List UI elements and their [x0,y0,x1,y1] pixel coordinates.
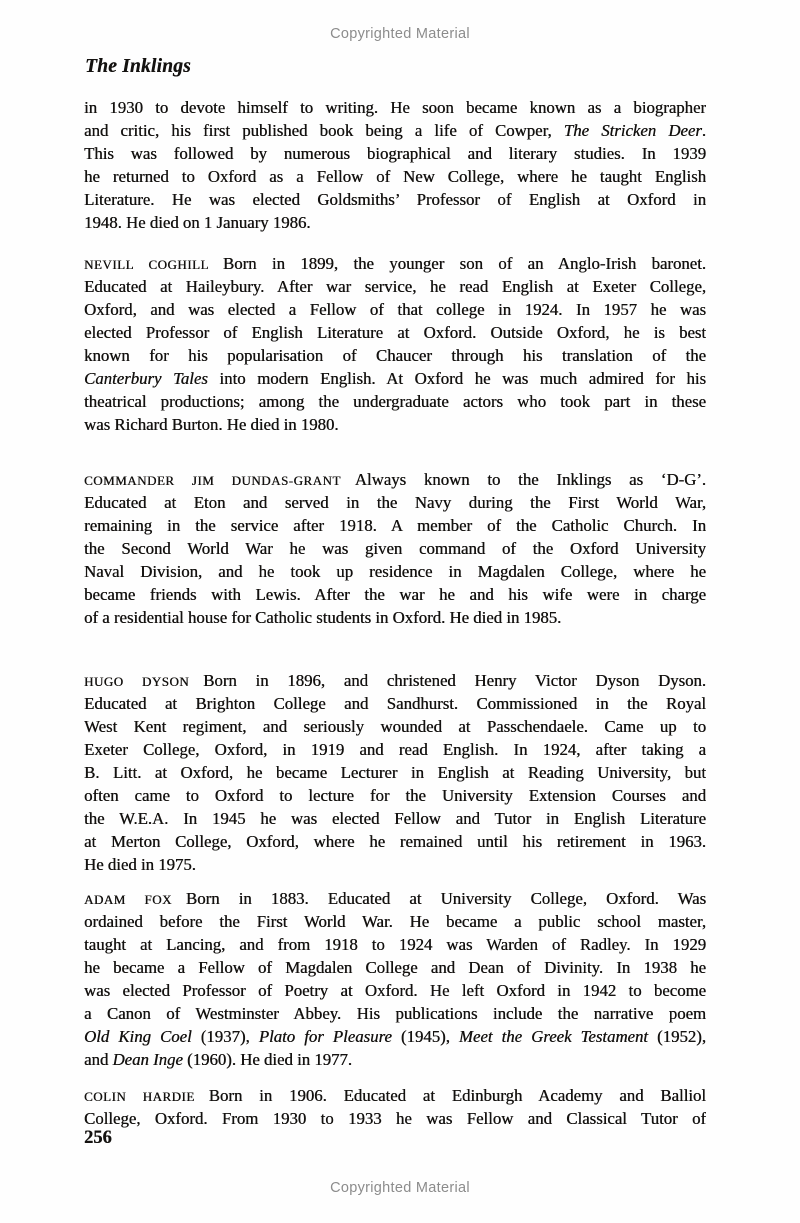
text-line [84,252,706,275]
text-line [84,321,706,344]
text-body [84,96,706,1130]
text-line [84,537,706,560]
paragraph [84,252,706,436]
text-line [84,979,706,1002]
text-line [84,211,706,234]
text-segment: West Kent regiment, and seriously wounded at Passchendaele. Came up to [84,717,706,736]
text-segment: He died in 1975. [84,855,196,874]
text-segment: the Second World War he was given command of the Oxford University [84,539,706,558]
text-line [84,715,706,738]
text-segment: of a residential house for Catholic students in Oxford. He died in 1985. [84,608,562,627]
text-segment: 1948. He died on 1 January 1986. [84,213,311,232]
text-segment: the W.E.A. In 1945 he was elected Fellow and Tutor in English Literature [84,809,706,828]
text-segment: College, Oxford. From 1930 to 1933 he was Fellow and Classical Tutor of [84,1109,706,1128]
text-segment: a Canon of Westminster Abbey. His publications include the narrative poem [84,1004,706,1023]
text-line [84,1107,706,1130]
text-line [84,933,706,956]
text-line [84,887,706,910]
text-segment: elected Professor of English Literature at Oxford. Outside Oxford, he is best [84,323,706,342]
text-line [84,956,706,979]
paragraph [84,887,706,1071]
text-segment: Literature. He was elected Goldsmiths’ Professor of English at Oxford in [84,190,706,209]
book-title: Old King Coel [84,1027,192,1046]
text-line [84,142,706,165]
text-line [84,1048,706,1071]
text-segment: Oxford, and was elected a Fellow of that college in 1924. In 1957 he was [84,300,706,319]
text-segment: B. Litt. at Oxford, he became Lecturer in English at Reading University, but [84,763,706,782]
text-segment: theatrical productions; among the undergraduate actors who took part in these [84,392,706,411]
text-segment: often came to Oxford to lecture for the University Extension Courses and [84,786,706,805]
text-line [84,413,706,436]
text-line [84,165,706,188]
text-segment: Educated at Eton and served in the Navy during the First World War, [84,493,706,512]
text-segment: in 1930 to devote himself to writing. He soon became known as a biographer [84,98,706,117]
book-title: Plato for Pleasure [258,1027,392,1046]
text-line [84,298,706,321]
text-line [84,738,706,761]
text-segment: and [84,1050,113,1069]
page-number: 256 [84,1128,112,1148]
text-line [84,514,706,537]
text-segment: Always known to the Inklings as ‘D-G’. [354,470,706,489]
text-line [84,367,706,390]
text-segment: . [701,121,706,140]
text-segment: Born in 1896, and christened Henry Victor Dyson Dyson. [203,671,706,690]
text-line [84,761,706,784]
text-segment: into modern English. At Oxford he was much admired for his [207,369,706,388]
text-line [84,784,706,807]
text-line [84,491,706,514]
text-line [84,910,706,933]
person-name: ADAM FOX [84,892,172,907]
text-segment: Naval Division, and he took up residence in Magdalen College, where he [84,562,706,581]
text-segment: was Richard Burton. He died in 1980. [84,415,339,434]
paragraph [84,96,706,234]
text-segment: was elected Professor of Poetry at Oxford. He left Oxford in 1942 to become [84,981,706,1000]
text-line [84,344,706,367]
text-line [84,1002,706,1025]
person-name: COLIN HARDIE [84,1089,195,1104]
paragraph [84,468,706,629]
book-title: Dean Inge [112,1050,183,1069]
text-segment: Born in 1906. Educated at Edinburgh Academy and Balliol [208,1086,706,1105]
paragraph [84,669,706,876]
text-segment: became friends with Lewis. After the war he and his wife were in charge [84,585,706,604]
person-name: HUGO DYSON [84,674,190,689]
book-title: Canterbury Tales [84,369,208,388]
text-segment: he became a Fellow of Magdalen College and Dean of Divinity. In 1938 he [84,958,706,977]
text-line [84,807,706,830]
book-title: The Stricken Deer [563,121,702,140]
person-name: NEVILL COGHILL [84,257,209,272]
person-name: COMMANDER JIM DUNDAS-GRANT [84,473,341,488]
paragraph [84,1084,706,1130]
text-line [84,692,706,715]
text-line [84,606,706,629]
text-segment: (1960). He died in 1977. [182,1050,352,1069]
text-line [84,560,706,583]
text-segment: (1952), [647,1027,706,1046]
text-segment: taught at Lancing, and from 1918 to 1924 was Warden of Radley. In 1929 [84,935,706,954]
text-segment: Born in 1899, the younger son of an Anglo-Irish baronet. [222,254,706,273]
text-line [84,830,706,853]
text-segment: (1937), [191,1027,259,1046]
text-line [84,1084,706,1107]
text-segment: and critic, his first published book being a life of Cowper, [84,121,564,140]
copyright-notice-top: Copyrighted Material [330,26,470,42]
text-segment: Educated at Haileybury. After war service, he read English at Exeter College, [84,277,706,296]
text-line [84,188,706,211]
text-segment: known for his popularisation of Chaucer through his translation of the [84,346,706,365]
text-segment: at Merton College, Oxford, where he remained until his retirement in 1963. [84,832,706,851]
text-line [84,390,706,413]
text-segment: remaining in the service after 1918. A member of the Catholic Church. In [84,516,706,535]
text-segment: Educated at Brighton College and Sandhurst. Commissioned in the Royal [84,694,706,713]
text-line [84,853,706,876]
text-line [84,1025,706,1048]
text-line [84,468,706,491]
text-line [84,583,706,606]
text-segment: (1945), [391,1027,459,1046]
text-line [84,119,706,142]
text-segment: ordained before the First World War. He became a public school master, [84,912,706,931]
text-segment: Exeter College, Oxford, in 1919 and read English. In 1924, after taking a [84,740,706,759]
copyright-notice-bottom: Copyrighted Material [330,1180,470,1196]
text-segment: Born in 1883. Educated at University College, Oxford. Was [185,889,706,908]
running-header: The Inklings [85,56,191,77]
text-segment: he returned to Oxford as a Fellow of New College, where he taught English [84,167,706,186]
text-segment: This was followed by numerous biographical and literary studies. In 1939 [84,144,706,163]
text-line [84,669,706,692]
book-title: Meet the Greek Testament [458,1027,648,1046]
text-line [84,275,706,298]
text-line [84,96,706,119]
